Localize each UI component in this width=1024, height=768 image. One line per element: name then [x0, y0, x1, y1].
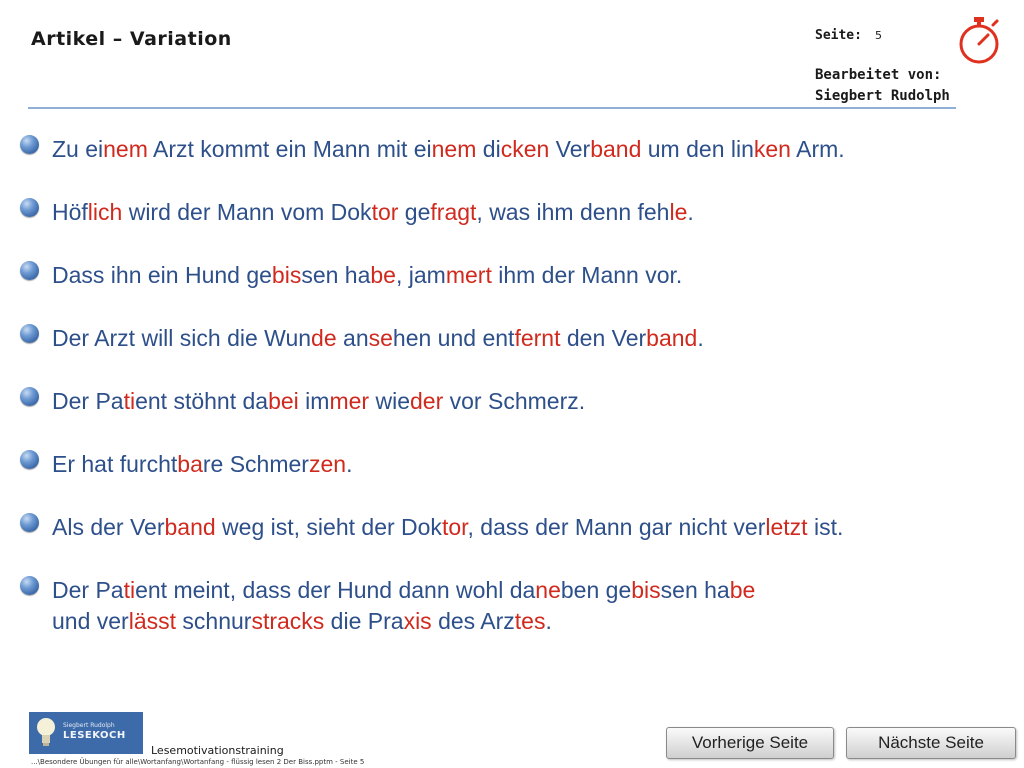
bullet-icon [20, 450, 39, 469]
edited-by-label: Bearbeitet von: [815, 67, 942, 83]
lesekoch-logo [29, 712, 143, 754]
sentence-item [20, 512, 1010, 575]
syllable-highlight: letzt [765, 514, 808, 540]
syllable-text: Der Pa [52, 388, 124, 414]
syllable-text: . [687, 199, 694, 225]
sentence-item [20, 575, 1010, 645]
syllable-highlight: mer [329, 388, 370, 414]
bullet-icon [20, 198, 39, 217]
syllable-highlight: stracks [251, 608, 325, 634]
syllable-text: wird der Mann vom Dok [122, 199, 372, 225]
syllable-text: Zu ei [52, 136, 104, 162]
sentence-text [52, 449, 352, 480]
syllable-text: . [697, 325, 704, 351]
syllable-highlight: tor [441, 514, 468, 540]
syllable-text: im [298, 388, 330, 414]
syllable-highlight: ba [177, 451, 203, 477]
syllable-highlight: lässt [128, 608, 177, 634]
next-page-button[interactable]: Nächste Seite [846, 727, 1016, 759]
sentence-text [52, 134, 845, 165]
sentence-item [20, 260, 1010, 323]
syllable-text: , was ihm denn feh [476, 199, 670, 225]
stopwatch-icon[interactable] [955, 15, 1003, 65]
header-divider [28, 107, 956, 109]
file-path: ...\Besondere Übungen für alle\Wortanfang\Wortanfang - flüssig lesen 2 Der Biss.pptm - Seite 5 [31, 758, 365, 766]
syllable-text: Der Arzt will sich die Wun [52, 325, 312, 351]
program-name: Lesemotivationstraining [151, 744, 284, 757]
syllable-highlight: band [164, 514, 216, 540]
logo-author: Siegbert Rudolph [63, 722, 115, 729]
sentence-item [20, 134, 1010, 197]
syllable-highlight: band [590, 136, 642, 162]
syllable-text: Er hat furcht [52, 451, 178, 477]
syllable-text: ent stöhnt da [135, 388, 269, 414]
syllable-text: , jam [395, 262, 446, 288]
syllable-text: ge [398, 199, 431, 225]
bullet-icon [20, 324, 39, 343]
sentence-item [20, 449, 1010, 512]
syllable-text: , dass der Mann gar nicht ver [467, 514, 766, 540]
lightbulb-icon [35, 716, 57, 748]
syllable-text: hen und ent [392, 325, 515, 351]
syllable-text: Arm. [790, 136, 845, 162]
sentence-text [52, 323, 704, 354]
syllable-text: ent meint, dass der Hund dann wohl da [135, 577, 536, 603]
syllable-text: um den lin [641, 136, 754, 162]
bullet-icon [20, 513, 39, 532]
syllable-highlight: tor [371, 199, 399, 225]
syllable-highlight: band [646, 325, 698, 351]
syllable-highlight: tes [514, 608, 546, 634]
syllable-highlight: der [410, 388, 444, 414]
syllable-highlight: lich [87, 199, 123, 225]
syllable-text: sen ha [301, 262, 371, 288]
syllable-highlight: nem [431, 136, 477, 162]
syllable-highlight: se [368, 325, 393, 351]
edited-by-name: Siegbert Rudolph [815, 88, 950, 104]
sentence-item [20, 386, 1010, 449]
syllable-highlight: bei [268, 388, 299, 414]
syllable-text: des Arz [431, 608, 515, 634]
logo-brand: LESEKOCH [63, 730, 126, 741]
page-label: Seite: [815, 28, 862, 43]
sentence-text [52, 260, 682, 291]
sentence-list [20, 134, 1010, 645]
syllable-highlight: ne [535, 577, 561, 603]
sentence-item [20, 323, 1010, 386]
syllable-text: di [476, 136, 501, 162]
syllable-text: an [336, 325, 369, 351]
sentence-text [52, 575, 755, 637]
syllable-highlight: zen [308, 451, 347, 477]
syllable-text: Arzt kommt ein Mann mit ei [147, 136, 432, 162]
sentence-item [20, 197, 1010, 260]
syllable-text: Ver [549, 136, 591, 162]
syllable-highlight: be [729, 577, 756, 603]
syllable-text: re Schmer [202, 451, 309, 477]
syllable-highlight: ken [753, 136, 791, 162]
syllable-text: . [545, 608, 552, 634]
syllable-text: die Pra [324, 608, 404, 634]
syllable-highlight: le [669, 199, 688, 225]
syllable-highlight: ti [123, 577, 136, 603]
syllable-text: ist. [807, 514, 844, 540]
syllable-text: Dass ihn ein Hund ge [52, 262, 272, 288]
sentence-text [52, 512, 843, 543]
syllable-highlight: fragt [430, 199, 477, 225]
syllable-highlight: mert [445, 262, 492, 288]
syllable-text: ben ge [560, 577, 632, 603]
syllable-text: Höf [52, 199, 88, 225]
syllable-highlight: ti [123, 388, 136, 414]
bullet-icon [20, 135, 39, 154]
syllable-highlight: de [311, 325, 337, 351]
syllable-text: Als der Ver [52, 514, 165, 540]
page-title: Artikel – Variation [31, 28, 232, 50]
syllable-highlight: bis [271, 262, 302, 288]
syllable-text: sen ha [660, 577, 730, 603]
previous-page-button[interactable]: Vorherige Seite [666, 727, 834, 759]
syllable-highlight: cken [500, 136, 550, 162]
bullet-icon [20, 261, 39, 280]
syllable-text: Der Pa [52, 577, 124, 603]
syllable-highlight: be [370, 262, 396, 288]
syllable-highlight: nem [103, 136, 148, 162]
sentence-text [52, 386, 585, 417]
bullet-icon [20, 387, 39, 406]
syllable-highlight: bis [631, 577, 661, 603]
bullet-icon [20, 576, 39, 595]
syllable-text: vor Schmerz. [443, 388, 586, 414]
syllable-text: wie [369, 388, 410, 414]
syllable-text: und ver [52, 608, 129, 634]
syllable-highlight: xis [403, 608, 432, 634]
syllable-text: ihm der Mann vor. [491, 262, 683, 288]
page-number: 5 [875, 29, 882, 42]
syllable-text: den Ver [560, 325, 647, 351]
syllable-highlight: fernt [514, 325, 561, 351]
syllable-text: weg ist, sieht der Dok [215, 514, 442, 540]
syllable-text: . [346, 451, 353, 477]
sentence-text [52, 197, 694, 228]
syllable-text: schnur [176, 608, 252, 634]
